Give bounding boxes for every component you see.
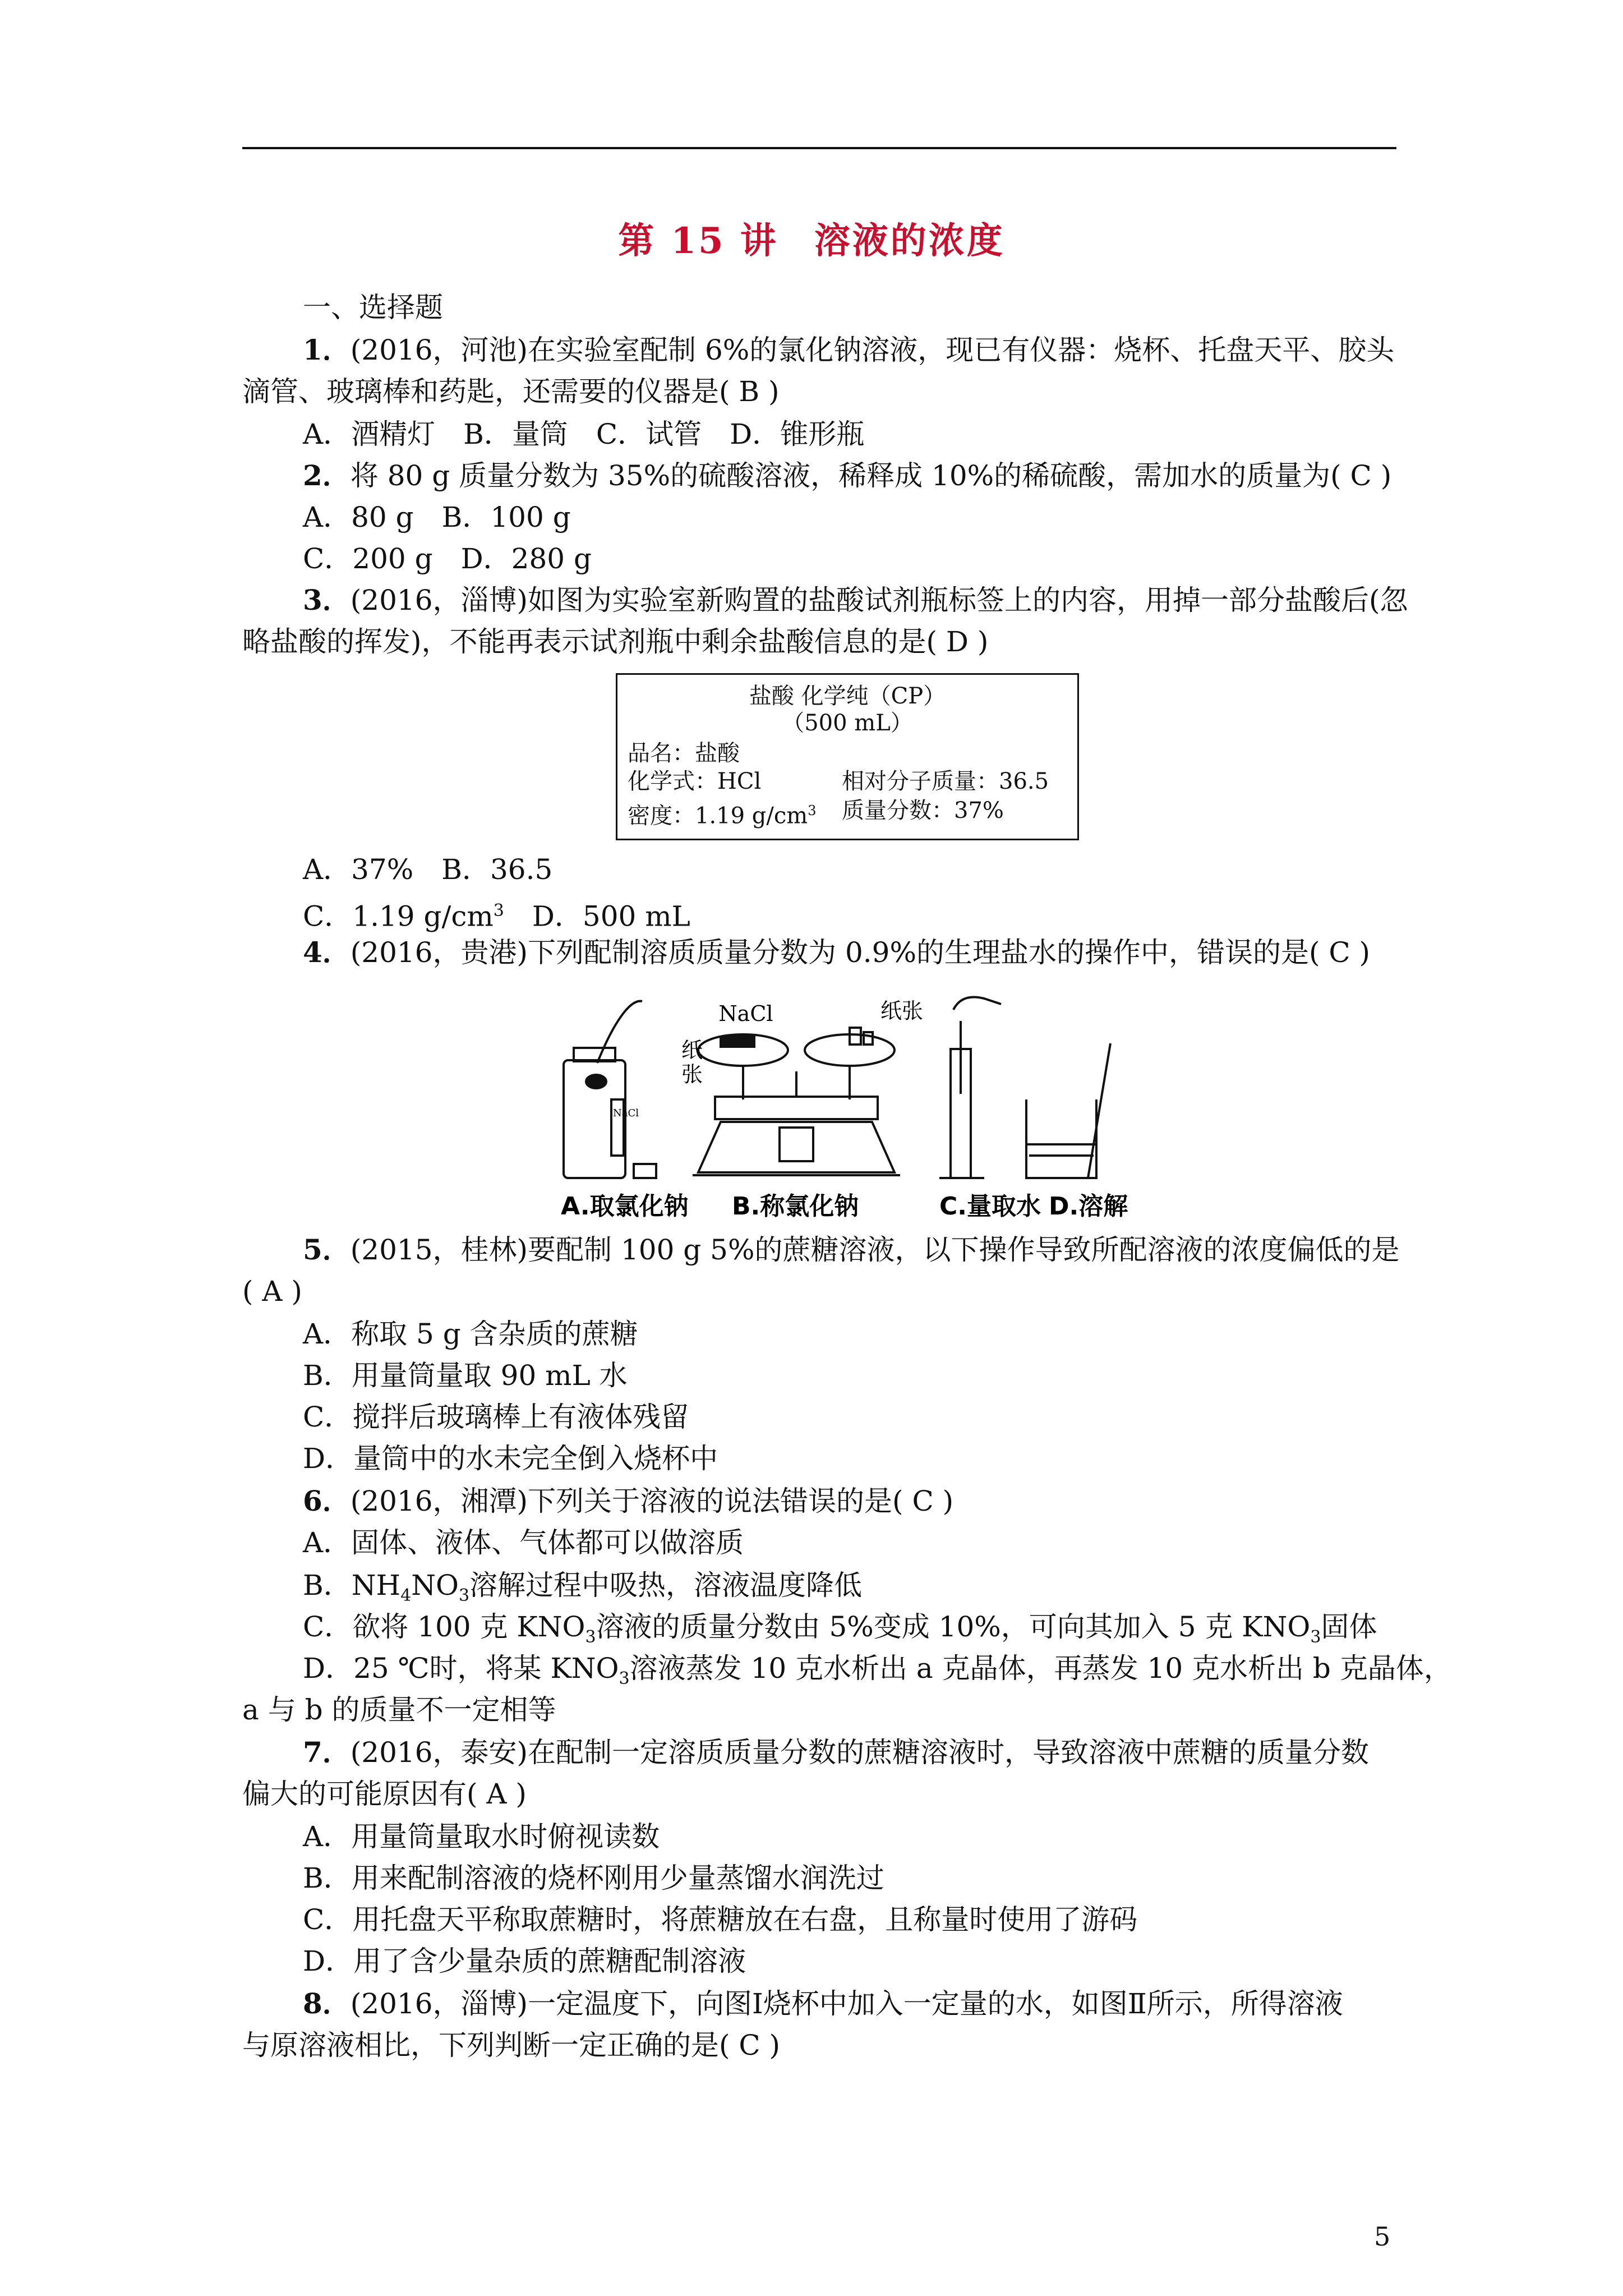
- label-name: 品名：盐酸: [628, 740, 740, 766]
- question-3-line-1: [303, 583, 1408, 617]
- question-3-line-2: 略盐酸的挥发)，不能再表示试剂瓶中剩余盐酸信息的是( D ): [242, 625, 989, 658]
- question-text: (2016，河池)在实验室配制 6%的氯化钠溶液，现已有仪器：烧杯、托盘天平、胶头: [350, 334, 1395, 366]
- question-8-line-1: [303, 1987, 1343, 2021]
- question-text: (2016，湘潭)下列关于溶液的说法错误的是( C ): [350, 1485, 954, 1517]
- caption-a: A.取氯化钠: [561, 1192, 689, 1221]
- bottle-label: NaCl: [613, 1107, 639, 1119]
- question-2-line-1: [303, 459, 1391, 493]
- question-7-option-d: D．用了含少量杂质的蔗糖配制溶液: [303, 1945, 746, 1977]
- balance-illustration: [693, 1028, 900, 1175]
- question-5-option-a: A．称取 5 g 含杂质的蔗糖: [303, 1318, 638, 1350]
- label-mass-fraction: 质量分数：37%: [842, 798, 1004, 823]
- question-5-line-1: [303, 1233, 1400, 1267]
- question-number: 2．: [303, 459, 351, 492]
- question-5-line-2: ( A ): [242, 1275, 302, 1308]
- question-5-option-c: C．搅拌后玻璃棒上有液体残留: [303, 1401, 689, 1433]
- beaker-illustration: [1026, 1043, 1110, 1178]
- paper-left-label: 纸: [681, 1038, 703, 1062]
- question-2-options-2: C．200 g D．280 g: [303, 542, 592, 575]
- question-6-line-1: [303, 1484, 953, 1518]
- question-6-option-a: A．固体、液体、气体都可以做溶质: [303, 1526, 744, 1559]
- question-1-line-1: [303, 333, 1394, 367]
- question-1-line-2: 滴管、玻璃棒和药匙，还需要的仪器是( B ): [242, 375, 780, 408]
- reagent-label: [616, 673, 1079, 840]
- cylinder-illustration: [939, 997, 1001, 1179]
- question-7-option-b: B．用来配制溶液的烧杯刚用少量蒸馏水润洗过: [303, 1862, 884, 1894]
- lecture-topic: 溶液的浓度: [814, 220, 1005, 262]
- question-number: 7．: [303, 1736, 351, 1769]
- label-title: 盐酸 化学纯（CP）: [749, 683, 946, 709]
- question-number: 8．: [303, 1987, 351, 2020]
- caption-c: C.量取水: [939, 1192, 1041, 1221]
- page-title: [0, 212, 1623, 264]
- question-1-options: A．酒精灯 B．量筒 C．试管 D．锥形瓶: [303, 418, 865, 450]
- question-number: 6．: [303, 1484, 351, 1517]
- question-text: 将 80 g 质量分数为 35%的硫酸溶液，稀释成 10%的稀硫酸，需加水的质量为( C ): [350, 459, 1392, 492]
- experiment-figure: [558, 987, 1158, 1223]
- question-6-option-b: B．$NH_4NO_3$溶解过程中吸热，溶液温度降低: [303, 1569, 863, 1605]
- question-5-option-d: D．量筒中的水未完全倒入烧杯中: [303, 1442, 718, 1475]
- question-number: 4．: [303, 936, 351, 969]
- header-rule: [242, 147, 1396, 149]
- question-text: (2016，淄博)如图为实验室新购置的盐酸试剂瓶标签上的内容，用掉一部分盐酸后(忽: [350, 584, 1408, 616]
- label-volume: （500 mL）: [782, 710, 913, 736]
- question-text: (2016，淄博)一定温度下，向图Ⅰ烧杯中加入一定量的水，如图Ⅱ所示，所得溶液: [350, 1987, 1343, 2020]
- caption-d: D.溶解: [1049, 1192, 1128, 1221]
- caption-b: B.称氯化钠: [732, 1192, 859, 1221]
- lecture-number: 第 15 讲: [618, 220, 778, 262]
- question-4-line-1: [303, 936, 1370, 969]
- question-7-line-2: 偏大的可能原因有( A ): [242, 1778, 527, 1810]
- label-density: 密度：1.19 $g/cm^3$: [628, 803, 817, 829]
- question-2-options-1: A．80 g B．100 g: [303, 501, 571, 533]
- question-number: 3．: [303, 583, 351, 616]
- section-heading: 一、选择题: [303, 291, 443, 324]
- question-3-options-1: A．37% B．36.5: [303, 853, 553, 886]
- question-number: 1．: [303, 333, 351, 366]
- page-number: 5: [1374, 2221, 1391, 2252]
- question-5-option-b: B．用量筒量取 90 mL 水: [303, 1359, 628, 1392]
- question-7-option-a: A．用量筒量取水时俯视读数: [303, 1820, 660, 1853]
- question-6-option-d-cont: a 与 b 的质量不一定相等: [242, 1694, 556, 1726]
- question-7-line-1: [303, 1736, 1369, 1769]
- paper-left-label-2: 张: [681, 1062, 703, 1087]
- question-text: (2015，桂林)要配制 100 g 5%的蔗糖溶液，以下操作导致所配溶液的浓度偏低的是: [350, 1234, 1400, 1266]
- paper-right-label: 纸张: [880, 999, 924, 1023]
- jar-illustration: [564, 1001, 656, 1178]
- nacl-label: NaCl: [718, 1001, 773, 1026]
- question-6-option-c: C．欲将 100 克 $KNO_3$溶液的质量分数由 5%变成 10%，可向其加入 5 克 $KNO_3$固体: [303, 1611, 1377, 1647]
- question-text: (2016，泰安)在配制一定溶质质量分数的蔗糖溶液时，导致溶液中蔗糖的质量分数: [350, 1736, 1370, 1769]
- question-8-line-2: 与原溶液相比，下列判断一定正确的是( C ): [242, 2029, 781, 2062]
- question-6-option-d: D．25 ℃时，将某 $KNO_3$溶液蒸发 10 克水析出 a 克晶体，再蒸发 10 克水析出 b 克晶体，: [303, 1652, 1452, 1688]
- question-3-options-2: C．1.19 $g/cm^3$ D．500 mL: [303, 900, 690, 933]
- question-text: (2016，贵港)下列配制溶质质量分数为 0.9%的生理盐水的操作中，错误的是( C ): [350, 936, 1371, 969]
- label-formula: 化学式：HCl: [628, 769, 762, 794]
- question-7-option-c: C．用托盘天平称取蔗糖时，将蔗糖放在右盘，且称量时使用了游码: [303, 1903, 1138, 1936]
- question-number: 5．: [303, 1233, 351, 1266]
- label-molar-mass: 相对分子质量：36.5: [842, 769, 1049, 794]
